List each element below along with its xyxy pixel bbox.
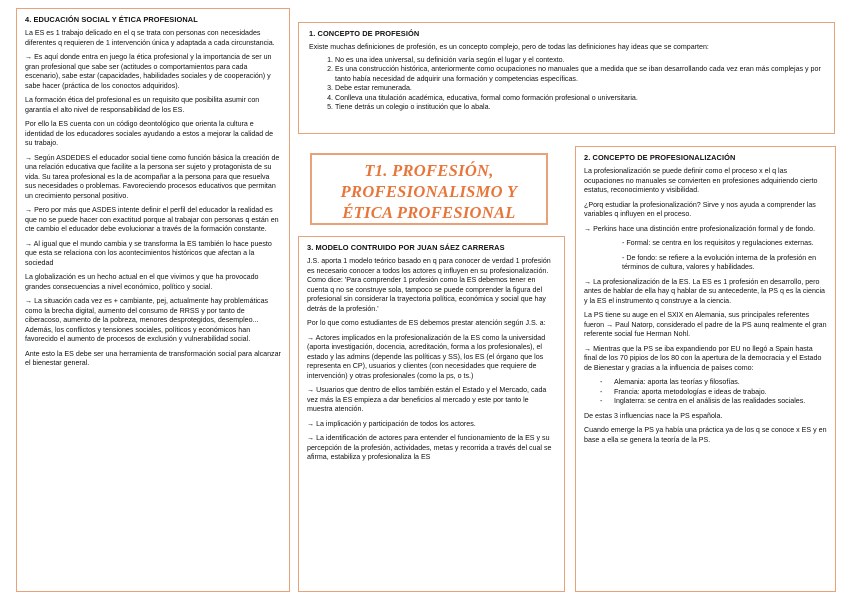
paragraph: → La implicación y participación de todos los actores. <box>307 419 476 428</box>
paragraph: De estas 3 influencias nace la PS española. <box>584 411 723 420</box>
list-item: 4. Conlleva una titulación académica, educativa, formal como formación profesional o universitaria. <box>335 94 824 104</box>
paragraph: → Actores implicados en la profesionalización de la ES como la universidad (aporta investigación, docencia, acreditación, forma a los profesionales), el estado y las admins (depende las políticas y SS), los ES (el órgano que los representa en CP), usuarios y clientes (con necesidades que requiere de intervención) y otras profesionales (como la ps, o ts.) <box>307 333 546 380</box>
list-item: 5. Tiene detrás un colegio o institución que lo abala. <box>335 103 824 113</box>
list-item: 2. Es una construcción histórica, anteriormente como ocupaciones no manuales que a medida que se iban desarrollando cada vez eran más complejas y por tanto había necesidad de adquirir una formación y competencias específicas. <box>335 65 824 84</box>
paragraph: → Mientras que la PS se iba expandiendo por EU no llegó a Spain hasta final de los 70 pipios de los 80 con la apertura de la democracia y el Estado de Bienestar y gracias a la influencia de países como: <box>584 344 822 372</box>
section-heading: 3. MODELO CONTRUIDO POR JUAN SÁEZ CARRERAS <box>307 243 505 252</box>
paragraph: J.S. aporta 1 modelo teórico basado en q para conocer de verdad 1 profesión es necesario conocer a todos los actores q influyen en su profesionalización. Como dice: 'Para comprender 1 profesión como la ES debemos tener en cuenta q no se construye sola, tampoco se puede comprender la figura del profesional sin considerar la trayectoria política, económica y social que hay detrás de la profesión.' <box>307 257 551 313</box>
paragraph: → La identificación de actores para entender el funcionamiento de la ES y su percepción de la profesión, actividades, metas y recorrida a través del cual se afirma, estabiliza y profesionaliza la ES <box>307 434 552 461</box>
title-line: T1. PROFESIÓN, <box>364 161 494 180</box>
title-line: ÉTICA PROFESIONAL <box>342 203 516 222</box>
section-concepto-profesion <box>298 22 835 134</box>
list-item: - Francia: aporta metodologías e ideas de trabajo. <box>600 388 827 398</box>
list-item: - Inglaterra: se centra en el análisis de las realidades sociales. <box>600 397 827 407</box>
paragraph: La PS tiene su auge en el SXIX en Alemania, sus principales referentes fueron → Paul Natorp, considerado el padre de la PS aunq realmente el gran referente social fue Herman Nohl. <box>584 311 827 338</box>
section-heading: 1. CONCEPTO DE PROFESIÓN <box>309 29 420 38</box>
section-heading: 2. CONCEPTO DE PROFESIONALIZACIÓN <box>584 153 736 162</box>
paragraph: La profesionalización se puede definir como el proceso x el q las ocupaciones no manuales se convierten en profesiones adquiriendo cierto estatus, reconocimiento y visibilidad. <box>584 167 818 194</box>
paragraph: La ES es 1 trabajo delicado en el q se trata con personas con necesidades diferentes q requieren de 1 intervención única y adaptada a cada circunstancia. <box>25 29 275 47</box>
list-item: - Alemania: aporta las teorías y filosofías. <box>600 378 827 388</box>
paragraph: Existe muchas definiciones de profesión, es un concepto complejo, pero de todas las definiciones hay ideas que se comparten: <box>309 43 709 51</box>
section-heading: 4. EDUCACIÓN SOCIAL Y ÉTICA PROFESIONAL <box>25 15 198 24</box>
paragraph: → Según ASDEDES el educador social tiene como función básica la creación de una relación educativa que facilite a la persona ser sujeto y protagonista de su vida. Su tarea profesional es la de acompañar a la persona para que resuelva sus necesidades o problemas. Favoreciendo procesos educativos que permitan un crecimiento personal positivo. <box>25 153 280 200</box>
section-etica-profesional <box>16 8 290 592</box>
paragraph: Ante esto la ES debe ser una herramienta de transformación social para alcanzar el bienestar general. <box>25 349 281 367</box>
list-item: 1. No es una idea universal, su definición varía según el lugar y el contexto. <box>335 56 824 66</box>
title-line: PROFESIONALISMO Y <box>340 182 518 201</box>
paragraph: → La situación cada vez es + cambiante, pej, actualmente hay problemáticas como la brecha digital, aumento del consumo de RRSS y por tanto de ciberacoso, aumento de la pobreza, menores desprotegidos, desempleo... Además, los conflictos y tensiones sociales, políticos y económicos han favorecido el aumento de procesos de exclusión y vulnerabilidad social. <box>25 297 269 343</box>
paragraph: La formación ética del profesional es un requisito que posibilita asumir con garantía el alto nivel de responsabilidad de los ES. <box>25 96 260 114</box>
list-item: 3. Debe estar remunerada. <box>335 84 824 94</box>
paragraph: → Perkins hace una distinción entre profesionalización formal y de fondo. <box>584 224 816 233</box>
paragraph: La globalización es un hecho actual en el que vivimos y que ha provocado grandes consecuencias a nivel económico, político y social. <box>25 273 259 291</box>
paragraph: → Es aquí donde entra en juego la ética profesional y la importancia de ser un gran profesional que sabe ser (actitudes o comportamientos para cada escenario), sabe estar (capacidades, habilidades sociales y de cooperación) y sabe hacer (práctica de los conoctos adquiridos). <box>25 53 272 90</box>
paragraph: → Usuarios que dentro de ellos también están el Estado y el Mercado, cada vez más la ES empieza a dar beneficios al mercado y este por tanto le muestra atención. <box>307 386 547 413</box>
paragraph: Por lo que como estudiantes de ES debemos prestar atención según J.S. a: <box>307 319 546 327</box>
sub-paragraph: - Formal: se centra en los requisitos y regulaciones externas. <box>622 239 814 247</box>
document-title <box>310 153 548 225</box>
section-profesionalizacion <box>575 146 836 592</box>
paragraph: → La profesionalización de la ES. La ES es 1 profesión en desarrollo, pero antes de hablar de ella hay q hablar de su antecedente, la PS q es la ciencia y la ES el instrumento q construye a la ciencia. <box>584 277 825 305</box>
country-list <box>584 378 827 407</box>
paragraph: Cuando emerge la PS ya había una práctica ya de los q se conoce x ES y en base a ella se genera la teoría de la PS. <box>584 426 827 444</box>
paragraph: → Pero por más que ASDES intente definir el perfil del educador la realidad es que no se puede hacer con exactitud porque al trabajar con personas q están en cte cambio el educador debe evolucionar a través de la formación constante. <box>25 206 279 233</box>
paragraph: Por ello la ES cuenta con un código deontológico que orienta la cultura e identidad de los educadores sociales ayudando a estos a mejorar la calidad de su trabajo. <box>25 120 274 147</box>
section-modelo-saez <box>298 236 565 592</box>
numbered-list <box>309 56 824 113</box>
paragraph: → Al igual que el mundo cambia y se transforma la ES también lo hace puesto que esta se relaciona con los acontecimientos históricos que afectan a la sociedad <box>25 239 272 267</box>
sub-paragraph: - De fondo: se refiere a la evolución interna de la profesión en términos de cultura, valores y habilidades. <box>622 253 817 271</box>
paragraph: ¿Porq estudiar la profesionalización? Sirve y nos ayuda a comprender las variables q influyen en el proceso. <box>584 200 816 218</box>
